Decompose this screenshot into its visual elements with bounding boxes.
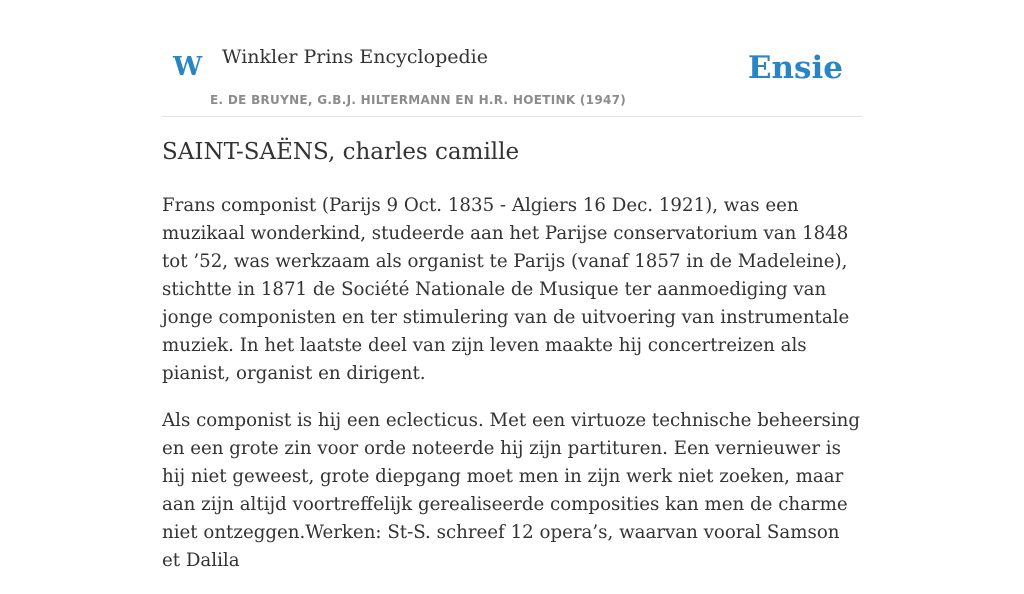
authors-byline: E. DE BRUYNE, G.B.J. HILTERMANN EN H.R. HOETINK (1947)	[210, 93, 627, 107]
body-paragraph: Als componist is hij een eclecticus. Met een virtuoze technische beheersing en een grote zin voor orde noteerde hij zijn partituren. Een vernieuwer is hij niet geweest, grote diepgang moet men in zijn werk niet zoeken, maar aan zijn altijd voortreffelijk gerealiseerde composities kan men de charme niet ontzeggen.Werken: St-S. schreef 12 opera’s, waarvan vooral Samson et Dalila	[162, 410, 861, 571]
body-paragraph: Frans componist (Parijs 9 Oct. 1835 - Algiers 16 Dec. 1921), was een muzikaal wonderkind, studeerde aan het Parijse conservatorium van 1848 tot ’52, was werkzaam als organist te Parijs (vanaf 1857 in de Madeleine), stichtte in 1871 de Société Nationale de Musique ter aanmoediging van jonge componisten en ter stimulering van de uitvoering van instrumentale muziek. In het laatste deel van zijn leven maakte hij concertreizen als pianist, organist en dirigent.	[162, 195, 850, 384]
page-title: SAINT-SAËNS, charles camille	[162, 139, 520, 165]
entry-body	[162, 192, 862, 594]
header	[162, 0, 862, 117]
publication-logo-icon[interactable]: W	[173, 52, 203, 82]
page-container	[162, 0, 862, 571]
publication-title[interactable]: Winkler Prins Encyclopedie	[222, 46, 488, 68]
ensie-logo[interactable]: Ensie	[747, 50, 843, 86]
